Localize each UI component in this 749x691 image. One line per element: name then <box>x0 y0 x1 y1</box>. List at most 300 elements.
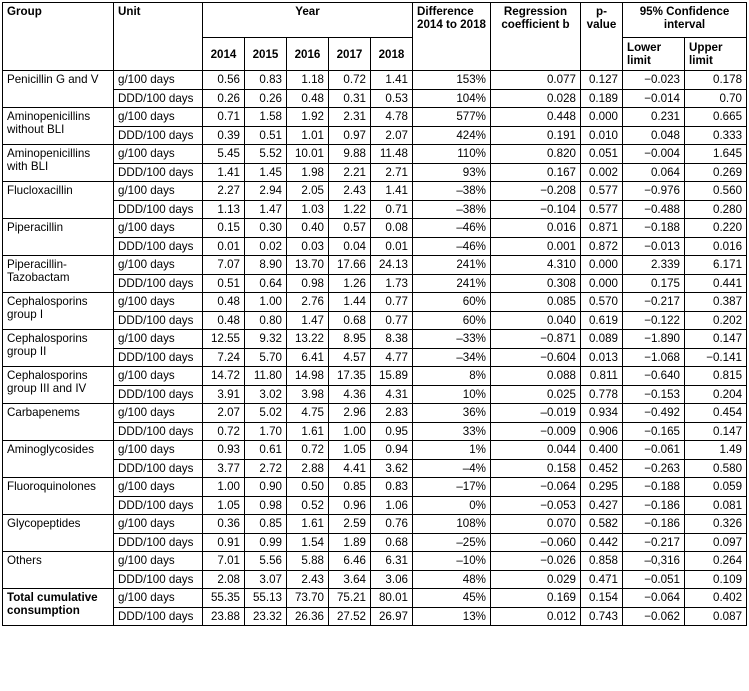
pvalue-cell: 0.471 <box>581 570 623 589</box>
year-value-cell: 0.85 <box>245 515 287 534</box>
year-value-cell: 4.41 <box>329 459 371 478</box>
year-value-cell: 2.43 <box>329 182 371 201</box>
regression-cell: 0.077 <box>491 71 581 90</box>
year-value-cell: 3.91 <box>203 385 245 404</box>
unit-cell: DDD/100 days <box>114 459 203 478</box>
unit-cell: g/100 days <box>114 256 203 275</box>
pvalue-cell: 0.189 <box>581 89 623 108</box>
year-value-cell: 2.72 <box>245 459 287 478</box>
group-cell: Piperacillin <box>3 219 114 256</box>
difference-cell: 0% <box>413 496 491 515</box>
lower-limit-cell: −1.890 <box>623 330 685 349</box>
year-value-cell: 0.64 <box>245 274 287 293</box>
regression-cell: −0.064 <box>491 478 581 497</box>
year-value-cell: 0.26 <box>203 89 245 108</box>
unit-cell: g/100 days <box>114 293 203 312</box>
regression-cell: −0.026 <box>491 552 581 571</box>
regression-cell: 4.310 <box>491 256 581 275</box>
year-value-cell: 0.95 <box>371 422 413 441</box>
difference-cell: 241% <box>413 274 491 293</box>
difference-cell: 60% <box>413 311 491 330</box>
regression-cell: 0.448 <box>491 108 581 127</box>
unit-cell: DDD/100 days <box>114 274 203 293</box>
year-value-cell: 24.13 <box>371 256 413 275</box>
difference-cell: 36% <box>413 404 491 423</box>
year-value-cell: 3.62 <box>371 459 413 478</box>
regression-cell: 0.040 <box>491 311 581 330</box>
year-value-cell: 4.57 <box>329 348 371 367</box>
year-value-cell: 11.48 <box>371 145 413 164</box>
year-value-cell: 0.97 <box>329 126 371 145</box>
unit-cell: DDD/100 days <box>114 163 203 182</box>
pvalue-cell: 0.452 <box>581 459 623 478</box>
year-value-cell: 7.01 <box>203 552 245 571</box>
unit-cell: g/100 days <box>114 515 203 534</box>
year-value-cell: 4.78 <box>371 108 413 127</box>
year-value-cell: 0.52 <box>287 496 329 515</box>
regression-cell: −0.871 <box>491 330 581 349</box>
year-value-cell: 1.05 <box>203 496 245 515</box>
table-row <box>3 219 747 238</box>
year-value-cell: 1.01 <box>287 126 329 145</box>
year-value-cell: 0.04 <box>329 237 371 256</box>
lower-limit-cell: 0.064 <box>623 163 685 182</box>
unit-cell: DDD/100 days <box>114 385 203 404</box>
upper-limit-cell: 0.016 <box>685 237 747 256</box>
year-value-cell: 4.75 <box>287 404 329 423</box>
upper-limit-cell: 0.560 <box>685 182 747 201</box>
year-value-cell: 10.01 <box>287 145 329 164</box>
upper-limit-cell: 0.059 <box>685 478 747 497</box>
unit-cell: DDD/100 days <box>114 496 203 515</box>
year-value-cell: 1.92 <box>287 108 329 127</box>
regression-cell: −0.009 <box>491 422 581 441</box>
year-value-cell: 2.71 <box>371 163 413 182</box>
lower-limit-cell: −0.051 <box>623 570 685 589</box>
lower-limit-cell: −0.064 <box>623 589 685 608</box>
year-value-cell: 0.57 <box>329 219 371 238</box>
upper-limit-cell: 0.109 <box>685 570 747 589</box>
table-row <box>3 293 747 312</box>
pvalue-cell: 0.872 <box>581 237 623 256</box>
upper-limit-cell: 0.147 <box>685 422 747 441</box>
year-value-cell: 0.48 <box>203 311 245 330</box>
group-cell: Total cumulative consumption <box>3 589 114 626</box>
table-row <box>3 441 747 460</box>
year-value-cell: 23.32 <box>245 607 287 626</box>
pvalue-cell: 0.013 <box>581 348 623 367</box>
lower-limit-cell: −0.165 <box>623 422 685 441</box>
unit-cell: DDD/100 days <box>114 311 203 330</box>
pvalue-cell: 0.427 <box>581 496 623 515</box>
lower-limit-cell: −0.492 <box>623 404 685 423</box>
year-value-cell: 17.66 <box>329 256 371 275</box>
lower-limit-cell: −0.186 <box>623 515 685 534</box>
year-value-cell: 2.21 <box>329 163 371 182</box>
unit-cell: DDD/100 days <box>114 89 203 108</box>
upper-limit-cell: 0.454 <box>685 404 747 423</box>
table-row <box>3 126 747 145</box>
difference-cell: –33% <box>413 330 491 349</box>
regression-cell: 0.016 <box>491 219 581 238</box>
lower-limit-cell: −0.023 <box>623 71 685 90</box>
pvalue-cell: 0.906 <box>581 422 623 441</box>
pvalue-cell: 0.000 <box>581 256 623 275</box>
year-value-cell: 0.96 <box>329 496 371 515</box>
year-value-cell: 1.18 <box>287 71 329 90</box>
regression-cell: 0.028 <box>491 89 581 108</box>
unit-cell: DDD/100 days <box>114 237 203 256</box>
lower-limit-cell: −0.062 <box>623 607 685 626</box>
difference-cell: 241% <box>413 256 491 275</box>
year-value-cell: 1.22 <box>329 200 371 219</box>
regression-cell: –0.019 <box>491 404 581 423</box>
year-value-cell: 0.98 <box>245 496 287 515</box>
upper-limit-cell: 0.665 <box>685 108 747 127</box>
header-year-2018: 2018 <box>371 38 413 71</box>
regression-cell: 0.070 <box>491 515 581 534</box>
unit-cell: g/100 days <box>114 182 203 201</box>
antibiotic-consumption-table <box>2 2 747 626</box>
year-value-cell: 9.88 <box>329 145 371 164</box>
table-row <box>3 552 747 571</box>
group-cell: Fluoroquinolones <box>3 478 114 515</box>
group-cell: Flucloxacillin <box>3 182 114 219</box>
pvalue-cell: 0.000 <box>581 274 623 293</box>
regression-cell: 0.025 <box>491 385 581 404</box>
difference-cell: –46% <box>413 219 491 238</box>
unit-cell: g/100 days <box>114 108 203 127</box>
pvalue-cell: 0.295 <box>581 478 623 497</box>
year-value-cell: 1.47 <box>287 311 329 330</box>
year-value-cell: 8.38 <box>371 330 413 349</box>
year-value-cell: 0.80 <box>245 311 287 330</box>
year-value-cell: 1.13 <box>203 200 245 219</box>
year-value-cell: 2.83 <box>371 404 413 423</box>
upper-limit-cell: 0.264 <box>685 552 747 571</box>
difference-cell: –4% <box>413 459 491 478</box>
year-value-cell: 1.00 <box>203 478 245 497</box>
year-value-cell: 73.70 <box>287 589 329 608</box>
lower-limit-cell: 0.231 <box>623 108 685 127</box>
year-value-cell: 2.07 <box>203 404 245 423</box>
year-value-cell: 4.31 <box>371 385 413 404</box>
difference-cell: 93% <box>413 163 491 182</box>
upper-limit-cell: −0.141 <box>685 348 747 367</box>
year-value-cell: 8.95 <box>329 330 371 349</box>
year-value-cell: 0.51 <box>245 126 287 145</box>
year-value-cell: 0.02 <box>245 237 287 256</box>
year-value-cell: 1.98 <box>287 163 329 182</box>
year-value-cell: 55.35 <box>203 589 245 608</box>
year-value-cell: 0.76 <box>371 515 413 534</box>
year-value-cell: 0.01 <box>371 237 413 256</box>
table-row <box>3 182 747 201</box>
table-row <box>3 274 747 293</box>
year-value-cell: 0.77 <box>371 293 413 312</box>
regression-cell: 0.308 <box>491 274 581 293</box>
regression-cell: 0.169 <box>491 589 581 608</box>
pvalue-cell: 0.743 <box>581 607 623 626</box>
lower-limit-cell: −0.976 <box>623 182 685 201</box>
difference-cell: –46% <box>413 237 491 256</box>
header-year-2014: 2014 <box>203 38 245 71</box>
difference-cell: 8% <box>413 367 491 386</box>
regression-cell: 0.029 <box>491 570 581 589</box>
pvalue-cell: 0.154 <box>581 589 623 608</box>
upper-limit-cell: 0.815 <box>685 367 747 386</box>
header-year-2017: 2017 <box>329 38 371 71</box>
upper-limit-cell: 0.204 <box>685 385 747 404</box>
unit-cell: DDD/100 days <box>114 570 203 589</box>
lower-limit-cell: −0.122 <box>623 311 685 330</box>
year-value-cell: 2.88 <box>287 459 329 478</box>
year-value-cell: 0.83 <box>245 71 287 90</box>
year-value-cell: 1.00 <box>245 293 287 312</box>
difference-cell: 577% <box>413 108 491 127</box>
year-value-cell: 1.03 <box>287 200 329 219</box>
year-value-cell: 0.26 <box>245 89 287 108</box>
pvalue-cell: 0.570 <box>581 293 623 312</box>
difference-cell: –38% <box>413 200 491 219</box>
lower-limit-cell: 0.048 <box>623 126 685 145</box>
regression-cell: 0.012 <box>491 607 581 626</box>
pvalue-cell: 0.577 <box>581 182 623 201</box>
lower-limit-cell: −0.014 <box>623 89 685 108</box>
difference-cell: 110% <box>413 145 491 164</box>
year-value-cell: 0.72 <box>329 71 371 90</box>
lower-limit-cell: 0.175 <box>623 274 685 293</box>
year-value-cell: 1.26 <box>329 274 371 293</box>
header-pvalue: p-value <box>581 3 623 71</box>
year-value-cell: 1.73 <box>371 274 413 293</box>
table-row <box>3 533 747 552</box>
header-year-2016: 2016 <box>287 38 329 71</box>
regression-cell: 0.191 <box>491 126 581 145</box>
year-value-cell: 5.88 <box>287 552 329 571</box>
difference-cell: 13% <box>413 607 491 626</box>
lower-limit-cell: −0.013 <box>623 237 685 256</box>
table-row <box>3 163 747 182</box>
difference-cell: –38% <box>413 182 491 201</box>
year-value-cell: 0.03 <box>287 237 329 256</box>
year-value-cell: 7.07 <box>203 256 245 275</box>
year-value-cell: 0.99 <box>245 533 287 552</box>
upper-limit-cell: 1.645 <box>685 145 747 164</box>
year-value-cell: 5.02 <box>245 404 287 423</box>
table-row <box>3 237 747 256</box>
unit-cell: g/100 days <box>114 589 203 608</box>
lower-limit-cell: −0.061 <box>623 441 685 460</box>
table-row <box>3 404 747 423</box>
lower-limit-cell: −0.188 <box>623 219 685 238</box>
year-value-cell: 0.51 <box>203 274 245 293</box>
unit-cell: DDD/100 days <box>114 126 203 145</box>
lower-limit-cell: –0,316 <box>623 552 685 571</box>
year-value-cell: 4.77 <box>371 348 413 367</box>
table-row <box>3 385 747 404</box>
year-value-cell: 3.07 <box>245 570 287 589</box>
year-value-cell: 1.44 <box>329 293 371 312</box>
regression-cell: 0.820 <box>491 145 581 164</box>
table-row <box>3 348 747 367</box>
year-value-cell: 0.53 <box>371 89 413 108</box>
year-value-cell: 0.15 <box>203 219 245 238</box>
year-value-cell: 1.45 <box>245 163 287 182</box>
year-value-cell: 1.41 <box>371 71 413 90</box>
header-difference: Difference 2014 to 2018 <box>413 3 491 71</box>
unit-cell: DDD/100 days <box>114 607 203 626</box>
table-row <box>3 570 747 589</box>
year-value-cell: 4.36 <box>329 385 371 404</box>
unit-cell: DDD/100 days <box>114 533 203 552</box>
year-value-cell: 7.24 <box>203 348 245 367</box>
year-value-cell: 26.97 <box>371 607 413 626</box>
lower-limit-cell: −0.188 <box>623 478 685 497</box>
year-value-cell: 6.41 <box>287 348 329 367</box>
difference-cell: –17% <box>413 478 491 497</box>
year-value-cell: 3.77 <box>203 459 245 478</box>
upper-limit-cell: 0.178 <box>685 71 747 90</box>
group-cell: Piperacillin-Tazobactam <box>3 256 114 293</box>
year-value-cell: 2.27 <box>203 182 245 201</box>
year-value-cell: 1.41 <box>203 163 245 182</box>
year-value-cell: 3.98 <box>287 385 329 404</box>
header-row-1 <box>3 3 747 38</box>
table-row <box>3 422 747 441</box>
year-value-cell: 0.71 <box>371 200 413 219</box>
year-value-cell: 2.07 <box>371 126 413 145</box>
year-value-cell: 0.48 <box>287 89 329 108</box>
difference-cell: 33% <box>413 422 491 441</box>
upper-limit-cell: 0.087 <box>685 607 747 626</box>
year-value-cell: 0.85 <box>329 478 371 497</box>
difference-cell: 60% <box>413 293 491 312</box>
year-value-cell: 0.91 <box>203 533 245 552</box>
year-value-cell: 17.35 <box>329 367 371 386</box>
upper-limit-cell: 0.202 <box>685 311 747 330</box>
pvalue-cell: 0.577 <box>581 200 623 219</box>
year-value-cell: 0.40 <box>287 219 329 238</box>
upper-limit-cell: 0.097 <box>685 533 747 552</box>
difference-cell: 108% <box>413 515 491 534</box>
year-value-cell: 26.36 <box>287 607 329 626</box>
year-value-cell: 12.55 <box>203 330 245 349</box>
lower-limit-cell: −0.186 <box>623 496 685 515</box>
difference-cell: 424% <box>413 126 491 145</box>
group-cell: Others <box>3 552 114 589</box>
upper-limit-cell: 0.280 <box>685 200 747 219</box>
year-value-cell: 2.43 <box>287 570 329 589</box>
year-value-cell: 0.39 <box>203 126 245 145</box>
year-value-cell: 13.22 <box>287 330 329 349</box>
year-value-cell: 0.72 <box>203 422 245 441</box>
upper-limit-cell: 0.081 <box>685 496 747 515</box>
lower-limit-cell: 2.339 <box>623 256 685 275</box>
pvalue-cell: 0.582 <box>581 515 623 534</box>
table-row <box>3 89 747 108</box>
header-unit: Unit <box>114 3 203 71</box>
lower-limit-cell: −0.263 <box>623 459 685 478</box>
lower-limit-cell: −0.217 <box>623 533 685 552</box>
pvalue-cell: 0.000 <box>581 108 623 127</box>
year-value-cell: 3.02 <box>245 385 287 404</box>
table-row <box>3 311 747 330</box>
year-value-cell: 0.71 <box>203 108 245 127</box>
difference-cell: 48% <box>413 570 491 589</box>
upper-limit-cell: 0.580 <box>685 459 747 478</box>
year-value-cell: 11.80 <box>245 367 287 386</box>
unit-cell: g/100 days <box>114 552 203 571</box>
year-value-cell: 2.76 <box>287 293 329 312</box>
year-value-cell: 0.94 <box>371 441 413 460</box>
table-row <box>3 515 747 534</box>
group-cell: Penicillin G and V <box>3 71 114 108</box>
group-cell: Glycopeptides <box>3 515 114 552</box>
table-row <box>3 607 747 626</box>
unit-cell: g/100 days <box>114 219 203 238</box>
upper-limit-cell: 1.49 <box>685 441 747 460</box>
lower-limit-cell: −1.068 <box>623 348 685 367</box>
year-value-cell: 0.72 <box>287 441 329 460</box>
year-value-cell: 14.72 <box>203 367 245 386</box>
regression-cell: 0.167 <box>491 163 581 182</box>
header-regression: Regression coefficient b <box>491 3 581 71</box>
pvalue-cell: 0.871 <box>581 219 623 238</box>
regression-cell: −0.053 <box>491 496 581 515</box>
upper-limit-cell: 0.333 <box>685 126 747 145</box>
lower-limit-cell: −0.640 <box>623 367 685 386</box>
regression-cell: 0.088 <box>491 367 581 386</box>
group-cell: Aminoglycosides <box>3 441 114 478</box>
table-row <box>3 200 747 219</box>
pvalue-cell: 0.778 <box>581 385 623 404</box>
table-row <box>3 71 747 90</box>
regression-cell: 0.001 <box>491 237 581 256</box>
year-value-cell: 1.05 <box>329 441 371 460</box>
group-cell: Aminopenicillins with BLI <box>3 145 114 182</box>
year-value-cell: 2.05 <box>287 182 329 201</box>
pvalue-cell: 0.002 <box>581 163 623 182</box>
upper-limit-cell: 0.269 <box>685 163 747 182</box>
year-value-cell: 3.06 <box>371 570 413 589</box>
year-value-cell: 2.08 <box>203 570 245 589</box>
pvalue-cell: 0.442 <box>581 533 623 552</box>
year-value-cell: 0.61 <box>245 441 287 460</box>
difference-cell: –25% <box>413 533 491 552</box>
difference-cell: –34% <box>413 348 491 367</box>
year-value-cell: 0.56 <box>203 71 245 90</box>
year-value-cell: 2.96 <box>329 404 371 423</box>
table-row <box>3 256 747 275</box>
year-value-cell: 14.98 <box>287 367 329 386</box>
regression-cell: 0.085 <box>491 293 581 312</box>
regression-cell: −0.208 <box>491 182 581 201</box>
year-value-cell: 1.54 <box>287 533 329 552</box>
year-value-cell: 55.13 <box>245 589 287 608</box>
regression-cell: −0.104 <box>491 200 581 219</box>
pvalue-cell: 0.127 <box>581 71 623 90</box>
group-cell: Cephalosporins group III and IV <box>3 367 114 404</box>
pvalue-cell: 0.400 <box>581 441 623 460</box>
year-value-cell: 15.89 <box>371 367 413 386</box>
upper-limit-cell: 0.147 <box>685 330 747 349</box>
difference-cell: 153% <box>413 71 491 90</box>
year-value-cell: 6.31 <box>371 552 413 571</box>
year-value-cell: 6.46 <box>329 552 371 571</box>
difference-cell: 45% <box>413 589 491 608</box>
header-upper-limit: Upper limit <box>685 38 747 71</box>
